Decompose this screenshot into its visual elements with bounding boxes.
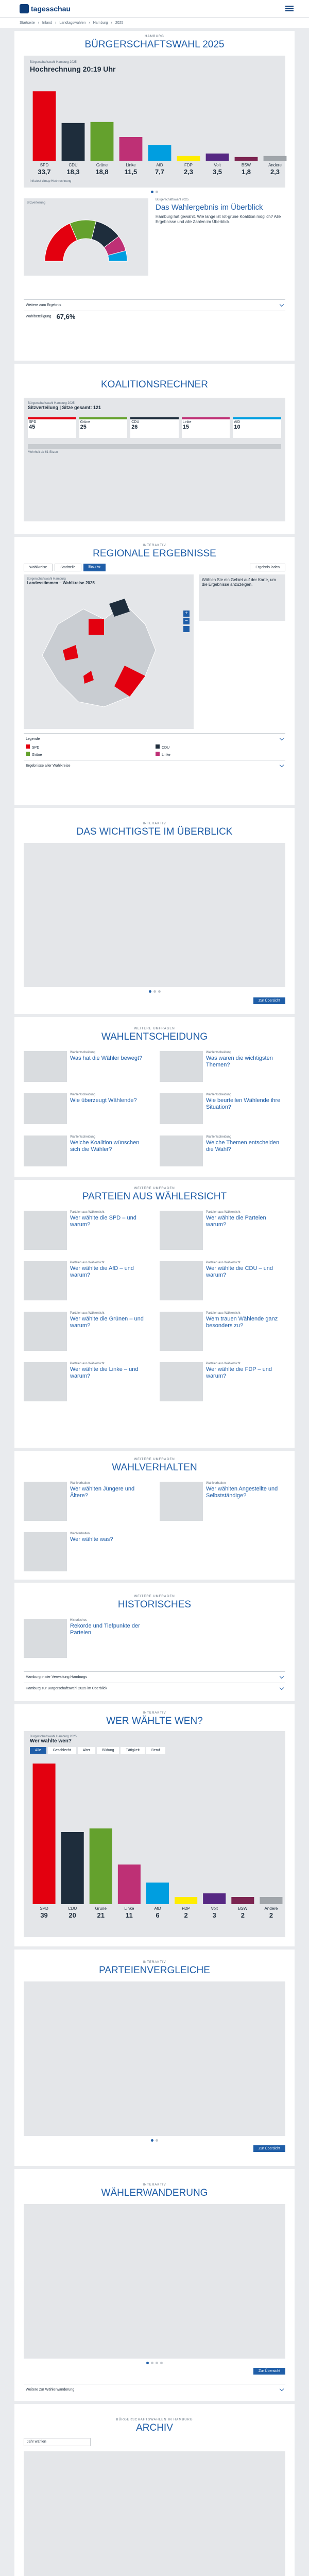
breadcrumb: Startseite › Inland › Landtagswahlen › Hamburg › 2025 [0,18,309,28]
archiv-select[interactable] [24,2438,91,2446]
werwaehlte-tabs [30,1747,279,1754]
breadcrumb-item[interactable]: Inland [42,21,52,25]
carousel-dot[interactable] [156,2362,158,2364]
data-label: 11,5 [124,168,138,176]
data-label: 20 [68,1911,76,1919]
accordion-label: Weitere zur Wählerwanderung [26,2388,75,2392]
map-controls [183,611,190,632]
bar-linke [118,1865,141,1904]
section-title: WÄHLERWANDERUNG [101,2188,208,2198]
legend-item: Grüne [26,752,153,757]
data-label: 39 [40,1911,48,1919]
menu-icon[interactable] [285,6,294,11]
carousel-dot[interactable] [151,2139,153,2142]
data-label: 3,5 [212,168,222,176]
data-label: 3 [212,1911,216,1919]
wahlentscheidung-section [14,1017,295,1177]
section-title: WER WÄHLTE WEN? [106,1716,203,1726]
vergleich-more-button[interactable]: Zur Übersicht [253,2145,285,2152]
section-kicker: WEITERE UMFRAGEN [134,1027,175,1030]
chart-subtitle: Wer wählte wen? [30,1738,72,1744]
tab-stadtteile[interactable]: Stadtteile [55,564,81,571]
map-caption: Bürgerschaftswahl Hamburg [27,578,66,581]
zoom-in-icon[interactable]: + [183,611,190,617]
brand-name: tagesschau [31,4,71,13]
tick-label: CDU [68,163,78,167]
bar-bsw [231,1897,254,1904]
chevron-down-icon [280,302,284,307]
tab-wahlkreise[interactable]: Wahlkreise [24,564,53,571]
page-title: BÜRGERSCHAFTSWAHL 2025 [84,39,225,50]
teaser-image [160,1482,203,1521]
coalition-section [14,364,295,534]
legend-item: CDU [156,744,283,750]
data-label: 7,7 [154,168,165,176]
party-seats: 15 [182,424,190,430]
wer-waehlte-wen-chart [30,1757,285,1922]
teaser-image [160,1093,203,1124]
section-kicker: INTERAKTIV [143,1961,166,1964]
accordion-results[interactable] [24,299,285,311]
overview-title: DAS WICHTIGSTE IM ÜBERBLICK [76,826,233,837]
teaser[interactable]: Parteien aus Wählersicht Wer wählte die Linke – und warum? [24,1362,149,1401]
section-title: HISTORISCHES [117,1599,192,1610]
chevron-down-icon [280,1686,284,1690]
teaser-image [24,1051,67,1082]
wanderung-section [14,2169,295,2401]
data-label: 2 [241,1911,245,1919]
party-name: Grüne [80,420,91,424]
teaser-image [24,1312,67,1351]
zoom-out-icon[interactable]: − [183,618,190,624]
bar-grüne [91,122,114,161]
tick-label: Grüne [95,1906,107,1911]
tab-taetigkeit[interactable]: Tätigkeit [121,1747,144,1754]
article-title[interactable]: Das Wahlergebnis im Überblick [156,203,263,212]
tick-label: Linke [124,1906,134,1911]
data-label: 21 [97,1911,105,1919]
teaser-grid [24,1211,285,1401]
section-kicker: WEITERE UMFRAGEN [134,1187,175,1190]
map-box [24,574,194,729]
regional-section [14,537,295,805]
teaser-image [24,1619,67,1658]
seats-title: Sitzverteilung [27,201,46,205]
coalition-party-grüne[interactable] [79,417,128,438]
tick-label: AfD [156,163,163,167]
teaser[interactable]: Wahlverhalten Wer wählten Jüngere und Ältere? [24,1482,149,1521]
party-seats: 25 [80,424,87,430]
carousel-dot[interactable] [146,2362,149,2364]
hero-section [14,31,295,361]
tick-label: Andere [268,163,282,167]
accordion-label: Weitere zum Ergebnis [26,303,61,307]
teaser[interactable]: Parteien aus Wählersicht Wer wählte die AfD – und warum? [24,1261,149,1300]
regional-tabs [24,564,285,571]
party-name: SPD [29,420,37,424]
bar-fdp [175,1897,197,1904]
breadcrumb-item[interactable]: Hamburg [93,21,108,25]
legend-title: Legende [26,737,40,741]
bar-bsw [235,157,258,161]
werwaehlte-section [14,1704,295,1946]
tick-label: SPD [40,163,49,167]
chevron-down-icon [280,1674,284,1679]
teaser[interactable]: Parteien aus Wählersicht Wer wählte die Grünen – und warum? [24,1312,149,1351]
data-label: 6 [156,1911,160,1919]
teaser-image [24,1261,67,1300]
teaser-image [24,1482,67,1521]
map-info-box [199,574,285,621]
tick-label: CDU [67,1906,77,1911]
teaser[interactable]: Parteien aus Wählersicht Wer wählte die SPD – und warum? [24,1211,149,1250]
data-label: 1,8 [241,168,251,176]
legend-item: SPD [26,744,153,750]
teaser-image [160,1136,203,1166]
coalition-caption: Bürgerschaftswahl Hamburg 2025 [28,402,75,405]
party-name: Linke [182,420,192,424]
seat-distribution-chart [27,205,145,269]
section-title: WAHLENTSCHEIDUNG [101,1031,208,1042]
coalition-party-row [28,414,281,438]
result-bar-chart [30,75,289,178]
carousel-dots [24,990,285,993]
coalition-party-spd[interactable] [28,417,76,438]
tick-label: Grüne [96,163,108,167]
teaser[interactable]: Parteien aus Wählersicht Wer wählte die FDP – und warum? [160,1362,285,1401]
source-note: Infratest dimap Hochrechnung [30,180,72,183]
archiv-content [24,2451,285,2576]
map-subtitle: Landesstimmen – Wahlkreise 2025 [27,581,95,585]
teaser[interactable]: Wahlentscheidung Was hat die Wähler bewegt? [24,1051,149,1082]
teaser-image [160,1312,203,1351]
tick-label: AfD [154,1906,161,1911]
majority-note: Mehrheit ab 61 Sitzen [28,451,58,454]
seats-box [24,198,148,276]
teaser[interactable]: Parteien aus Wählersicht Wer wählte die CDU – und warum? [160,1261,285,1300]
section-kicker: WEITERE UMFRAGEN [134,1458,175,1461]
section-kicker: WEITERE UMFRAGEN [134,1595,175,1598]
reset-icon[interactable] [183,626,190,632]
carousel-dot[interactable] [160,2362,163,2364]
hero-kicker: HAMBURG [145,35,164,38]
teaser-image [160,1051,203,1082]
hamburg-map[interactable] [27,588,181,722]
coalition-title: KOALITIONSRECHNER [101,379,208,390]
chart-caption: Bürgerschaftswahl Hamburg 2025 [30,61,77,64]
logo-icon [20,4,29,13]
tab-alter[interactable]: Alter [78,1747,95,1754]
teaser-image [24,1211,67,1250]
bar-andere [264,156,287,161]
coalition-party-cdu[interactable] [130,417,179,438]
data-label: 2 [184,1911,188,1919]
chart-caption: Bürgerschaftswahl Hamburg 2025 [30,1735,77,1738]
teaser-grid [24,1619,285,1658]
map-district-highlight [89,619,104,635]
data-label: 2,3 [183,168,194,176]
data-label: 18,8 [95,168,109,176]
tick-label: Linke [126,163,136,167]
carousel-dot[interactable] [151,191,153,193]
data-label: 11 [126,1911,133,1919]
historisches-section [14,1583,295,1701]
tab-geschlecht[interactable]: Geschlecht [48,1747,76,1754]
tick-label: Volt [211,1906,218,1911]
tick-label: FDP [182,1906,191,1911]
data-label: 18,3 [66,168,80,176]
wanderung-more-button[interactable]: Zur Übersicht [253,2368,285,2375]
carousel-dots [24,2362,285,2364]
overview-section [14,808,295,1014]
bar-afd [148,145,171,161]
bar-cdu [61,1832,84,1904]
teaser-image [160,1211,203,1250]
teaser-image [24,1093,67,1124]
section-title: PARTEIEN AUS WÄHLERSICHT [82,1191,227,1202]
wanderung-carousel[interactable] [24,2204,285,2359]
hero-row [24,198,285,276]
section-kicker: INTERAKTIV [143,2183,166,2187]
teaser-image [160,1261,203,1300]
accordion-wahlkreise[interactable] [24,760,285,771]
turnout-row [24,311,285,322]
overview-carousel[interactable] [24,843,285,987]
tick-label: FDP [184,163,193,167]
party-seats: 26 [131,424,138,430]
werwaehlte-box [24,1731,285,1937]
teaser[interactable]: Historisches Rekorde und Tiefpunkte der Parteien [24,1619,149,1658]
bar-spd [33,91,56,161]
teaser-grid [24,1051,285,1166]
regional-kicker: INTERAKTIV [143,544,166,547]
legend-item: Linke [156,752,283,757]
teaser-image [24,1362,67,1401]
bar-grüne [90,1828,112,1904]
carousel-dot[interactable] [156,2139,158,2142]
tick-label: SPD [40,1906,48,1911]
bar-afd [146,1883,169,1904]
party-name: CDU [131,420,140,424]
breadcrumb-item: 2025 [115,21,124,25]
link-row[interactable]: Hamburg in der Verwaltung Hamburgs [24,1671,285,1683]
top-bar [0,0,309,18]
tick-label: Andere [264,1906,278,1911]
article-kicker: Bürgerschaftswahl 2025 [156,198,189,201]
carousel-dot[interactable] [158,990,161,993]
data-label: 33,7 [38,168,51,176]
party-seats: 45 [29,424,36,430]
teaser-image [24,1136,67,1166]
tab-bezirke[interactable]: Bezirke [83,564,106,571]
result-chart-box [24,56,285,188]
tab-beruf[interactable]: Beruf [146,1747,165,1754]
hero-article[interactable] [156,198,285,276]
map-row [24,574,285,729]
parteien-section [14,1180,295,1448]
teaser-grid [24,1482,285,1571]
teaser[interactable]: Wahlentscheidung Was waren die wichtigsten Themen? [160,1051,285,1082]
data-label: 2 [269,1911,273,1919]
turnout-value: 67,6% [56,313,76,320]
bar-cdu [62,123,85,161]
tab-alle[interactable]: Alle [30,1747,46,1754]
majority-bar [28,444,281,449]
coalition-party-afd[interactable] [233,417,281,438]
teaser[interactable]: Parteien aus Wählersicht Wem trauen Wählende ganz besonders zu? [160,1312,285,1351]
vergleich-carousel[interactable] [24,1981,285,2136]
chevron-down-icon [280,736,284,740]
chart-subtitle: Hochrechnung 20:19 Uhr [30,65,116,73]
archiv-section [14,2404,295,2576]
section-kicker: BÜRGERSCHAFTSWAHLEN IN HAMBURG [116,2418,193,2421]
turnout-label: Wahlbeteiligung [26,315,52,318]
teaser[interactable]: Parteien aus Wählersicht Wer wählte die Parteien warum? [160,1211,285,1250]
teaser[interactable]: Wahlentscheidung Wie beurteilen Wählende ihre Situation? [160,1093,285,1124]
data-label: 2,3 [270,168,280,176]
teaser[interactable]: Wahlverhalten Wer wählte was? [24,1532,149,1571]
teaser[interactable]: Wahlentscheidung Wie überzeugt Wählende? [24,1093,149,1124]
tick-label: BSW [238,1906,248,1911]
tick-label: BSW [241,163,251,167]
carousel-dot[interactable] [151,2362,153,2364]
section-title: WAHLVERHALTEN [112,1462,197,1473]
breadcrumb-item[interactable]: Startseite [20,21,35,25]
party-seats: 10 [234,424,241,430]
link-row[interactable]: Hamburg zur Bürgerschaftswahl 2025 im Überblick [24,1683,285,1694]
load-result-button[interactable]: Ergebnis laden [250,564,285,571]
bar-linke [119,137,143,161]
chevron-down-icon [280,2387,284,2391]
tab-bildung[interactable]: Bildung [97,1747,119,1754]
legend-row[interactable] [24,733,285,744]
tagesschau-logo[interactable] [20,4,71,13]
carousel-dot[interactable] [156,191,158,193]
teaser-image [24,1532,67,1571]
bar-volt [206,154,229,161]
teaser-image [160,1362,203,1401]
accordion-label: Ergebnisse aller Wahlkreise [26,764,71,768]
carousel-dots [24,2139,285,2142]
carousel-dot[interactable] [153,990,156,993]
map-info-text: Wählen Sie ein Gebiet auf der Karte, um die Ergebnisse anzuzeigen. [202,578,276,587]
regional-title: REGIONALE ERGEBNISSE [93,548,216,559]
overview-more-button[interactable]: Zur Übersicht [253,997,285,1004]
teaser[interactable]: Wahlentscheidung Welche Koalition wünschen sich die Wähler? [24,1136,149,1166]
carousel-dot[interactable] [149,990,151,993]
teaser[interactable]: Wahlverhalten Wer wählten Angestellte und Selbstständige? [160,1482,285,1521]
map-legend [24,744,285,757]
breadcrumb-item[interactable]: Landtagswahlen [59,21,86,25]
carousel-dots [24,191,285,193]
section-title: ARCHIV [136,2422,173,2433]
bar-andere [260,1897,282,1904]
tick-label: Volt [214,163,221,167]
coalition-party-linke[interactable] [182,417,230,438]
vergleich-section [14,1950,295,2166]
overview-kicker: INTERAKTIV [143,822,166,825]
bar-spd [33,1764,56,1904]
section-title: PARTEIENVERGLEICHE [99,1965,210,1976]
wahlverhalten-section [14,1451,295,1580]
bar-fdp [177,156,200,161]
section-kicker: INTERAKTIV [143,1711,166,1715]
party-name: AfD [234,420,241,424]
accordion-wanderung[interactable] [24,2384,285,2395]
select-value: Jahr wählen [27,2440,46,2444]
teaser[interactable]: Wahlentscheidung Welche Themen entscheiden die Wahl? [160,1136,285,1166]
coalition-subtitle: Sitzverteilung | Sitze gesamt: 121 [28,405,101,410]
chevron-down-icon [280,763,284,767]
coalition-box [24,398,285,521]
bar-volt [203,1893,226,1904]
article-text: Hamburg hat gewählt. Wie lange ist rot-grüne Koalition möglich? Alle Ergebnisse und alle Zahlen im Überblick. [156,214,281,225]
